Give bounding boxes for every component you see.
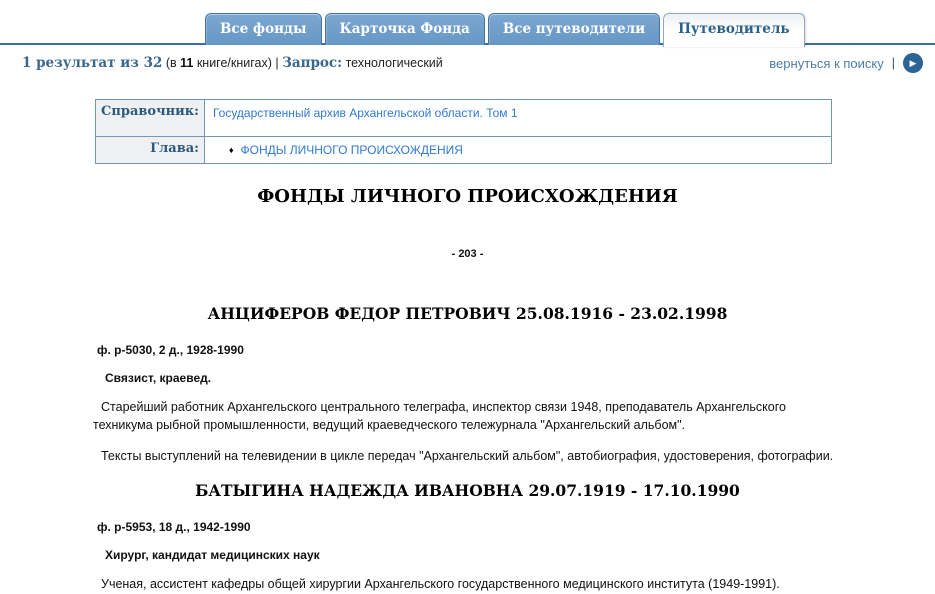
results-count: 1 результат из 32 <box>22 55 163 71</box>
tabs-container <box>205 13 805 45</box>
chapter-value-cell <box>204 137 831 164</box>
handbook-label: Справочник: <box>96 100 205 137</box>
diamond-bullet-icon: ♦ <box>228 145 234 155</box>
tab-fond-card[interactable]: Карточка Фонда <box>325 13 485 45</box>
tab-all-guides[interactable]: Все путеводители <box>488 13 660 45</box>
tab-all-fonds[interactable]: Все фонды <box>205 13 322 45</box>
handbook-link[interactable]: Государственный архив Архангельской области. Том 1 <box>212 106 518 120</box>
page-number: - 203 - <box>451 248 484 260</box>
back-separator: | <box>891 56 895 70</box>
entry-paragraph: Старейший работник Архангельского центрального телеграфа, инспектор связи 1948, преподаватель Архангельского техникума рыбной промышленности, ведущий краеведческого тележурнала "Архангельский альбом". <box>93 400 786 433</box>
entry-paragraph: Тексты выступлений на телевидении в цикле передач "Архангельский альбом", автобиография, удостоверения, фотографии. <box>101 449 834 464</box>
query-label: Запрос: <box>282 55 343 71</box>
entry-profession: Хирург, кандидат медицинских наук <box>105 548 320 563</box>
document-area <box>93 186 842 594</box>
results-summary <box>22 55 443 71</box>
entry-profession: Связист, краевед. <box>105 371 212 385</box>
document-title: ФОНДЫ ЛИЧНОГО ПРОИСХОЖДЕНИЯ <box>257 186 678 207</box>
results-bar <box>0 45 935 77</box>
entry-paragraph: Ученая, ассистент кафедры общей хирургии Архангельского государственного медицинского института (1949-1991). <box>101 577 780 592</box>
handbook-value-cell <box>204 100 831 137</box>
fond-reference: ф. р-5030, 2 д., 1928-1990 <box>97 343 244 357</box>
results-in-books: (в 11 книге/книгах) <box>165 56 276 70</box>
chapter-label: Глава: <box>96 137 205 164</box>
fond-reference: ф. р-5953, 18 д., 1942-1990 <box>97 520 251 535</box>
back-to-search-link[interactable]: вернуться к поиску <box>769 55 884 71</box>
table-row-handbook <box>96 100 832 137</box>
tab-bar <box>0 0 935 45</box>
query-value: технологический <box>345 56 443 70</box>
table-row-chapter <box>96 137 832 164</box>
entry-heading: АНЦИФЕРОВ ФЕДОР ПЕТРОВИЧ 25.08.1916 - 23.02.1998 <box>207 304 728 323</box>
results-actions <box>769 53 927 73</box>
reference-table <box>95 99 832 164</box>
chapter-link[interactable]: ФОНДЫ ЛИЧНОГО ПРОИСХОЖДЕНИЯ <box>240 143 463 157</box>
tab-guide-active[interactable]: Путеводитель <box>663 13 804 47</box>
forward-arrow-icon: ▶ <box>909 58 917 68</box>
forward-button[interactable] <box>903 53 923 73</box>
entry-heading: БАТЫГИНА НАДЕЖДА ИВАНОВНА 29.07.1919 - 17.10.1990 <box>195 481 740 501</box>
results-separator: | <box>275 56 279 70</box>
